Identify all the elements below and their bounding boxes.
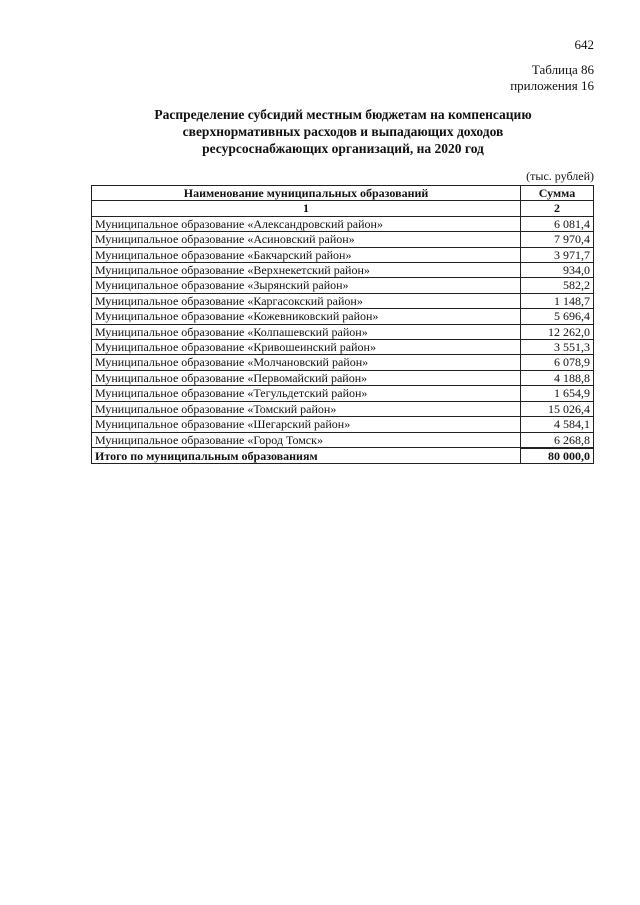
row-sum: 1 148,7 <box>521 293 594 308</box>
subsidy-table <box>91 185 594 464</box>
row-sum: 4 188,8 <box>521 370 594 385</box>
header-sum: Сумма <box>521 186 594 201</box>
row-name: Муниципальное образование «Колпашевский район» <box>92 324 521 339</box>
table-row <box>92 340 594 355</box>
total-row <box>92 448 594 464</box>
table-row <box>92 216 594 231</box>
row-name: Муниципальное образование «Бакчарский район» <box>92 247 521 262</box>
table-body <box>92 216 594 448</box>
row-sum: 4 584,1 <box>521 417 594 432</box>
row-name: Муниципальное образование «Шегарский район» <box>92 417 521 432</box>
row-name: Муниципальное образование «Зырянский район» <box>92 278 521 293</box>
row-sum: 12 262,0 <box>521 324 594 339</box>
table-row <box>92 386 594 401</box>
table-row <box>92 355 594 370</box>
header-name: Наименование муниципальных образований <box>92 186 521 201</box>
row-name: Муниципальное образование «Молчановский район» <box>92 355 521 370</box>
table-reference <box>510 62 594 94</box>
document-title <box>100 106 586 157</box>
column-number-2: 2 <box>521 201 594 216</box>
table-row <box>92 324 594 339</box>
row-name: Муниципальное образование «Город Томск» <box>92 432 521 448</box>
row-sum: 5 696,4 <box>521 309 594 324</box>
row-sum: 6 078,9 <box>521 355 594 370</box>
table-row <box>92 417 594 432</box>
row-name: Муниципальное образование «Александровский район» <box>92 216 521 231</box>
table-row <box>92 309 594 324</box>
table-row <box>92 247 594 262</box>
header-row <box>92 186 594 201</box>
units-label: (тыс. рублей) <box>526 169 594 183</box>
row-name: Муниципальное образование «Кожевниковский район» <box>92 309 521 324</box>
table-label: Таблица 86 <box>531 62 594 77</box>
row-name: Муниципальное образование «Томский район» <box>92 401 521 416</box>
row-sum: 582,2 <box>521 278 594 293</box>
total-name: Итого по муниципальным образованиям <box>92 448 521 464</box>
row-name: Муниципальное образование «Тегульдетский район» <box>92 386 521 401</box>
table-row <box>92 278 594 293</box>
row-sum: 7 970,4 <box>521 232 594 247</box>
table-row <box>92 232 594 247</box>
table-row <box>92 293 594 308</box>
row-sum: 3 971,7 <box>521 247 594 262</box>
title-line-2: сверхнормативных расходов и выпадающих доходов <box>182 124 504 139</box>
table-row <box>92 432 594 448</box>
total-sum: 80 000,0 <box>521 448 594 464</box>
row-name: Муниципальное образование «Кривошеинский район» <box>92 340 521 355</box>
column-number-1: 1 <box>92 201 521 216</box>
row-name: Муниципальное образование «Верхнекетский район» <box>92 263 521 278</box>
row-sum: 15 026,4 <box>521 401 594 416</box>
table-row <box>92 263 594 278</box>
row-sum: 6 081,4 <box>521 216 594 231</box>
table-row <box>92 401 594 416</box>
column-number-row <box>92 201 594 216</box>
page-number: 642 <box>574 37 594 52</box>
table-row <box>92 370 594 385</box>
appendix-label: приложения 16 <box>510 78 594 93</box>
row-name: Муниципальное образование «Асиновский район» <box>92 232 521 247</box>
title-line-1: Распределение субсидий местным бюджетам на компенсацию <box>154 107 532 122</box>
row-sum: 3 551,3 <box>521 340 594 355</box>
row-name: Муниципальное образование «Первомайский район» <box>92 370 521 385</box>
row-name: Муниципальное образование «Каргасокский район» <box>92 293 521 308</box>
row-sum: 6 268,8 <box>521 432 594 448</box>
row-sum: 1 654,9 <box>521 386 594 401</box>
row-sum: 934,0 <box>521 263 594 278</box>
title-line-3: ресурсоснабжающих организаций, на 2020 год <box>202 141 484 156</box>
